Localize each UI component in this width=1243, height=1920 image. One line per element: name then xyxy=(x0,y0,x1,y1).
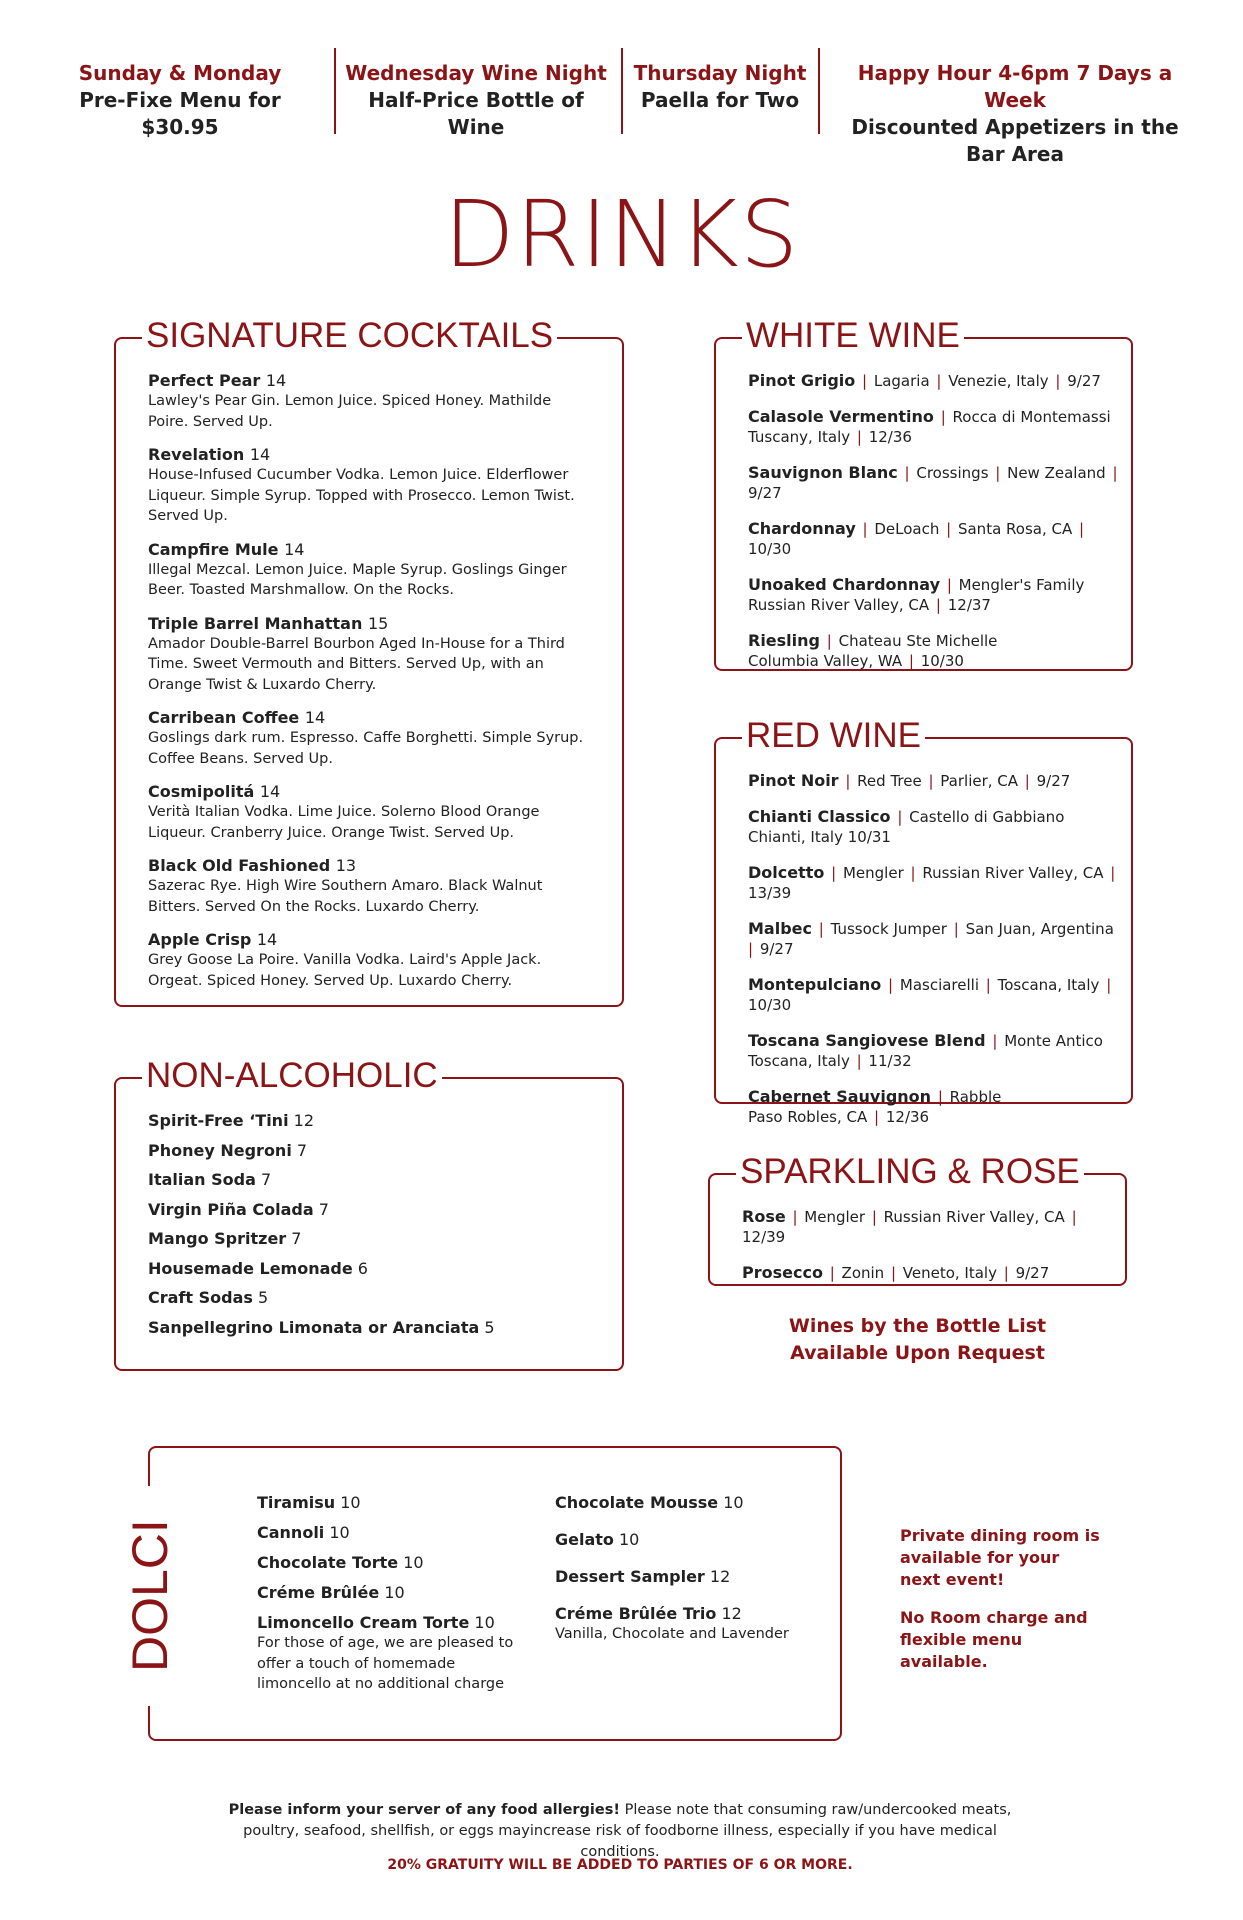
promo-subtitle: Half-Price Bottle of Wine xyxy=(368,88,584,139)
separator: | xyxy=(905,864,921,882)
promo-wednesday xyxy=(345,60,607,141)
dessert-item xyxy=(555,1530,825,1550)
wine-line xyxy=(748,807,1123,827)
separator: | xyxy=(899,464,915,482)
non-alcoholic-item xyxy=(148,1259,593,1279)
dessert-name: Cannoli xyxy=(257,1523,325,1542)
wine-detail: Toscana, Italy xyxy=(748,1052,850,1070)
wine-item xyxy=(748,463,1123,503)
dessert-item xyxy=(555,1493,825,1513)
cocktail-name-text: Triple Barrel Manhattan xyxy=(148,613,363,633)
private-dining-p1: Private dining room is available for your next event! xyxy=(900,1526,1100,1589)
promo-title: Sunday & Monday xyxy=(78,61,282,85)
cocktail-name-text: Campfire Mule xyxy=(148,539,279,559)
cocktail-description: Grey Goose La Poire. Vanilla Vodka. Laird's Apple Jack. Orgeat. Spiced Honey. Served Up. Luxardo Cherry. xyxy=(148,952,542,989)
wine-detail: Monte Antico xyxy=(1004,1032,1103,1050)
wine-line xyxy=(748,407,1123,427)
cocktail-description: Amador Double-Barrel Bourbon Aged In-House for a Third Time. Sweet Vermouth and Bitters. Served Up, with an Orange Twist & Luxardo Cherry. xyxy=(148,635,565,693)
dessert-name: Dessert Sampler xyxy=(555,1567,705,1586)
wine-detail: Veneto, Italy xyxy=(902,1264,997,1282)
drink-name: Craft Sodas xyxy=(148,1288,253,1307)
wine-line xyxy=(748,975,1123,1015)
promo-thursday xyxy=(630,60,810,114)
cocktail-name-text: Black Old Fashioned xyxy=(148,856,331,875)
wine-detail: 13/39 xyxy=(748,884,792,902)
wine-detail: Mengler's Family xyxy=(958,576,1085,594)
cocktail-name-text: Perfect Pear xyxy=(148,371,261,390)
wine-item xyxy=(748,631,1123,671)
separator: | xyxy=(948,920,964,938)
wine-detail: Mengler xyxy=(842,864,904,882)
wine-line xyxy=(748,1087,1123,1107)
cocktail-price: 14 xyxy=(284,539,305,559)
wine-detail: Rocca di Montemassi xyxy=(952,408,1111,426)
wine-detail: Masciarelli xyxy=(899,976,979,994)
section-heading: SPARKLING & ROSE xyxy=(736,1151,1084,1193)
separator: | xyxy=(933,1088,948,1106)
separator: | xyxy=(826,864,841,882)
dessert-price: 10 xyxy=(723,1493,744,1512)
wine-detail: Santa Rosa, CA xyxy=(957,520,1073,538)
cocktail-price: 13 xyxy=(335,856,357,875)
promo-title: Wednesday Wine Night xyxy=(345,61,607,85)
separator: | xyxy=(1105,864,1116,882)
wine-item xyxy=(748,371,1123,391)
wine-line xyxy=(748,575,1123,595)
cocktail-name xyxy=(148,614,593,634)
wine-detail: DeLoach xyxy=(874,520,940,538)
wine-detail: Parlier, CA xyxy=(940,772,1019,790)
wine-detail: Rabble xyxy=(949,1088,1002,1106)
wine-name: Sauvignon Blanc xyxy=(748,463,898,482)
wine-detail: Toscana, Italy xyxy=(997,976,1100,994)
wine-item xyxy=(748,407,1123,447)
drink-name: Mango Spritzer xyxy=(148,1229,287,1248)
dessert-price: 10 xyxy=(329,1523,350,1542)
red-wine-list xyxy=(748,771,1123,1143)
cocktail-name xyxy=(148,445,593,465)
non-alcoholic-item xyxy=(148,1141,593,1161)
wine-detail: 12/36 xyxy=(885,1108,930,1126)
wine-detail: Russian River Valley, CA xyxy=(922,864,1104,882)
separator: | xyxy=(814,920,829,938)
wine-detail: Zonin xyxy=(841,1264,885,1282)
separator: | xyxy=(935,408,951,426)
wine-item xyxy=(748,919,1123,959)
cocktail-description: Sazerac Rye. High Wire Southern Amaro. Black Walnut Bitters. Served On the Rocks. Luxardo Cherry. xyxy=(148,878,543,915)
separator: | xyxy=(1066,1208,1077,1226)
wine-detail: Castello di Gabbiano xyxy=(909,808,1065,826)
dessert-item xyxy=(257,1553,532,1573)
wine-item xyxy=(748,807,1123,847)
separator: | xyxy=(987,1032,1003,1050)
dessert-name: Limoncello Cream Torte xyxy=(257,1613,470,1632)
cocktail-description: Illegal Mezcal. Lemon Juice. Maple Syrup. Goslings Ginger Beer. Toasted Marshmallow. On the Rocks. xyxy=(148,561,567,598)
cocktail-price: 14 xyxy=(259,782,281,801)
non-alcoholic-item xyxy=(148,1170,593,1190)
cocktail-item xyxy=(148,614,593,696)
wine-line xyxy=(742,1207,1117,1247)
wine-name: Unoaked Chardonnay xyxy=(748,575,941,594)
wine-name: Rose xyxy=(742,1207,786,1226)
separator: | xyxy=(857,520,873,538)
wine-item xyxy=(742,1263,1117,1283)
separator: | xyxy=(787,1208,803,1226)
wine-line xyxy=(748,519,1123,559)
drink-price: 5 xyxy=(258,1288,269,1307)
cocktail-price: 14 xyxy=(256,930,278,949)
promo-divider xyxy=(818,48,820,134)
wine-line xyxy=(748,371,1123,391)
wine-line xyxy=(748,427,1123,447)
cocktail-name xyxy=(148,540,593,560)
wine-item xyxy=(748,575,1123,615)
non-alcoholic-item xyxy=(148,1288,593,1308)
promo-subtitle: Discounted Appetizers in the Bar Area xyxy=(851,115,1179,166)
dessert-item xyxy=(555,1604,825,1645)
separator: | xyxy=(824,1264,840,1282)
white-wine-list xyxy=(748,371,1123,687)
wine-detail: Russian River Valley, CA xyxy=(748,596,930,614)
dessert-price: 10 xyxy=(403,1553,424,1572)
cocktail-item xyxy=(148,708,593,769)
cocktail-price: 14 xyxy=(304,708,326,727)
dessert-price: 10 xyxy=(474,1613,495,1632)
private-dining-p2: No Room charge and flexible menu available. xyxy=(900,1608,1088,1671)
wine-name: Chianti Classico xyxy=(748,807,891,826)
wine-detail: Columbia Valley, WA xyxy=(748,652,903,670)
wine-line xyxy=(748,919,1123,959)
wine-item xyxy=(742,1207,1117,1247)
bottle-list-note xyxy=(708,1313,1127,1367)
drink-name: Spirit-Free ‘Tini xyxy=(148,1111,289,1130)
dessert-price: 10 xyxy=(384,1583,405,1602)
wine-name: Malbec xyxy=(748,919,812,938)
drink-price: 5 xyxy=(484,1317,495,1337)
wine-item xyxy=(748,1031,1123,1071)
cocktail-name-text: Cosmipolitá xyxy=(148,782,255,801)
promo-subtitle: Paella for Two xyxy=(640,88,800,112)
non-alcoholic-item xyxy=(148,1200,593,1220)
wine-detail: Paso Robles, CA xyxy=(748,1108,868,1126)
wine-name: Toscana Sangiovese Blend xyxy=(748,1031,986,1050)
wine-name: Pinot Grigio xyxy=(748,371,856,390)
non-alcoholic-item xyxy=(148,1111,593,1131)
wine-detail: 9/27 xyxy=(1015,1264,1050,1282)
drink-price: 12 xyxy=(293,1111,314,1130)
cocktail-description: House-Infused Cucumber Vodka. Lemon Juice. Elderflower Liqueur. Simple Syrup. Topped with Prosecco. Lemon Twist. Served Up. xyxy=(148,467,575,524)
separator: | xyxy=(931,372,947,390)
red-wine-section xyxy=(714,716,1133,1126)
wine-line xyxy=(748,651,1123,671)
wine-detail: Russian River Valley, CA xyxy=(883,1208,1065,1226)
separator: | xyxy=(1020,772,1035,790)
drink-name: Housemade Lemonade xyxy=(148,1258,353,1278)
wine-detail: 11/32 xyxy=(868,1052,912,1070)
separator: | xyxy=(998,1264,1014,1282)
drink-price: 7 xyxy=(296,1140,308,1160)
separator: | xyxy=(867,1208,882,1226)
dessert-name: Créme Brûlée xyxy=(257,1583,380,1602)
dessert-item xyxy=(257,1613,532,1695)
signature-cocktails-section xyxy=(114,316,624,1007)
cocktail-name-text: Revelation xyxy=(148,445,245,464)
cocktail-item xyxy=(148,930,593,991)
separator: | xyxy=(869,1108,884,1126)
sparkling-rose-section xyxy=(708,1152,1127,1286)
wine-item xyxy=(748,519,1123,559)
dessert-price: 12 xyxy=(721,1604,742,1623)
wine-name: Cabernet Sauvignon xyxy=(748,1087,932,1106)
dolci-column-2 xyxy=(555,1493,825,1662)
dolci-section xyxy=(122,1446,842,1741)
sparkling-list xyxy=(742,1207,1117,1299)
wine-detail: 9/27 xyxy=(748,484,782,502)
separator: | xyxy=(886,1264,901,1282)
promo-divider xyxy=(621,48,623,134)
separator: | xyxy=(990,464,1006,482)
separator: | xyxy=(892,808,908,826)
separator: | xyxy=(904,652,919,670)
non-alcoholic-item xyxy=(148,1229,593,1249)
cocktail-item xyxy=(148,445,593,527)
wine-name: Dolcetto xyxy=(748,863,825,882)
allergy-notice xyxy=(220,1800,1020,1863)
cocktail-item xyxy=(148,856,593,917)
wine-name: Riesling xyxy=(748,631,820,650)
dessert-description: For those of age, we are pleased to offer a touch of homemade limoncello at no additional charge xyxy=(257,1635,514,1692)
cocktail-name-text: Carribean Coffee xyxy=(148,708,300,727)
dessert-name: Tiramisu xyxy=(257,1493,336,1512)
dessert-name: Chocolate Torte xyxy=(257,1553,399,1572)
separator: | xyxy=(931,596,946,614)
wine-detail: 12/36 xyxy=(868,428,912,446)
wine-detail: San Juan, Argentina xyxy=(965,920,1114,938)
wine-detail: Tussock Jumper xyxy=(830,920,947,938)
section-heading: SIGNATURE COCKTAILS xyxy=(142,315,557,357)
separator: | xyxy=(1101,976,1112,994)
allergy-text: Please note that consuming raw/undercooked meats, poultry, seafood, shellfish, or eggs mayincrease risk of foodborne illness, especially if you have medical conditions. xyxy=(243,1802,1012,1860)
wine-item xyxy=(748,771,1123,791)
non-alcoholic-list xyxy=(148,1111,593,1347)
separator: | xyxy=(941,520,956,538)
promo-subtitle: Pre-Fixe Menu for $30.95 xyxy=(79,88,281,139)
cocktail-name-text: Apple Crisp xyxy=(148,930,252,949)
separator: | xyxy=(840,772,856,790)
wine-detail: Chianti, Italy 10/31 xyxy=(748,828,891,846)
wine-detail: 9/27 xyxy=(1036,772,1071,790)
promo-happy-hour xyxy=(830,60,1200,168)
wine-detail: Crossings xyxy=(916,464,989,482)
separator: | xyxy=(851,1052,867,1070)
wine-name: Chardonnay xyxy=(748,519,856,538)
allergy-bold: Please inform your server of any food allergies! xyxy=(228,1802,620,1818)
cocktail-item xyxy=(148,782,593,843)
drink-name: Italian Soda xyxy=(148,1170,256,1189)
separator: | xyxy=(981,976,996,994)
non-alcoholic-section xyxy=(114,1056,624,1371)
cocktail-price: 14 xyxy=(249,445,271,464)
wine-name: Pinot Noir xyxy=(748,771,839,790)
drink-price: 7 xyxy=(318,1199,329,1219)
bottle-list-line1: Wines by the Bottle List xyxy=(788,1315,1047,1337)
wine-item xyxy=(748,975,1123,1015)
wine-line xyxy=(748,1107,1123,1127)
dessert-item xyxy=(555,1567,825,1587)
dessert-name: Chocolate Mousse xyxy=(555,1493,719,1512)
separator: | xyxy=(1074,520,1085,538)
drink-price: 7 xyxy=(291,1229,302,1248)
separator: | xyxy=(883,976,898,994)
drink-price: 6 xyxy=(357,1258,368,1278)
dessert-item xyxy=(257,1523,532,1543)
gratuity-notice: 20% GRATUITY WILL BE ADDED TO PARTIES OF 6 OR MORE. xyxy=(387,1857,853,1873)
separator: | xyxy=(822,632,837,650)
separator: | xyxy=(857,372,872,390)
separator: | xyxy=(748,940,758,958)
wine-line xyxy=(748,827,1123,847)
dessert-description: Vanilla, Chocolate and Lavender xyxy=(555,1626,789,1642)
bottle-list-line2: Available Upon Request xyxy=(790,1342,1045,1364)
separator: | xyxy=(1107,464,1118,482)
drink-name: Sanpellegrino Limonata or Aranciata xyxy=(148,1317,480,1337)
wine-detail: Lagaria xyxy=(873,372,930,390)
wine-detail: 9/27 xyxy=(759,940,794,958)
dessert-name: Créme Brûlée Trio xyxy=(555,1604,717,1623)
section-heading: WHITE WINE xyxy=(742,315,964,357)
cocktail-name xyxy=(148,930,593,950)
wine-detail: New Zealand xyxy=(1007,464,1106,482)
drink-name: Virgin Piña Colada xyxy=(148,1199,314,1219)
cocktail-list xyxy=(148,371,593,1004)
cocktail-description: Goslings dark rum. Espresso. Caffe Borghetti. Simple Syrup. Coffee Beans. Served Up. xyxy=(148,730,584,767)
wine-line xyxy=(748,1051,1123,1071)
wine-detail: 12/37 xyxy=(947,596,991,614)
cocktail-item xyxy=(148,371,593,432)
dolci-column-1 xyxy=(257,1493,532,1705)
separator: | xyxy=(923,772,939,790)
dessert-price: 12 xyxy=(709,1567,731,1586)
white-wine-section xyxy=(714,316,1133,671)
wine-detail: Red Tree xyxy=(857,772,922,790)
wine-detail: 10/30 xyxy=(920,652,964,670)
drink-name: Phoney Negroni xyxy=(148,1140,292,1160)
dessert-price: 10 xyxy=(619,1530,640,1549)
separator: | xyxy=(852,428,867,446)
promo-title: Happy Hour 4-6pm 7 Days a Week xyxy=(857,61,1173,112)
wine-detail: 10/30 xyxy=(748,996,792,1014)
dessert-price: 10 xyxy=(340,1493,361,1512)
dessert-name: Gelato xyxy=(555,1530,614,1549)
non-alcoholic-item xyxy=(148,1318,593,1338)
wine-detail: 12/39 xyxy=(742,1228,786,1246)
cocktail-item xyxy=(148,540,593,601)
dessert-item xyxy=(257,1583,532,1603)
wine-line xyxy=(748,771,1123,791)
cocktail-price: 15 xyxy=(367,613,389,633)
wine-line xyxy=(748,631,1123,651)
private-dining-note xyxy=(900,1525,1100,1673)
wine-detail: 10/30 xyxy=(748,540,792,558)
wine-item xyxy=(748,1087,1123,1127)
page-title: DRINKS xyxy=(443,181,800,288)
promo-title: Thursday Night xyxy=(633,61,807,85)
cocktail-price: 14 xyxy=(265,371,287,390)
cocktail-name xyxy=(148,782,593,802)
wine-name: Calasole Vermentino xyxy=(748,407,934,426)
wine-name: Prosecco xyxy=(742,1263,823,1282)
dolci-heading: DOLCI xyxy=(110,1486,190,1706)
cocktail-name xyxy=(148,708,593,728)
wine-detail: Venezie, Italy xyxy=(948,372,1049,390)
section-heading: RED WINE xyxy=(742,715,925,757)
separator: | xyxy=(1050,372,1066,390)
wine-detail: Chateau Ste Michelle xyxy=(838,632,998,650)
cocktail-description: Verità Italian Vodka. Lime Juice. Solerno Blood Orange Liqueur. Cranberry Juice. Orange Twist. Served Up. xyxy=(148,804,540,841)
section-heading: NON-ALCOHOLIC xyxy=(142,1055,442,1097)
cocktail-description: Lawley's Pear Gin. Lemon Juice. Spiced Honey. Mathilde Poire. Served Up. xyxy=(148,393,552,430)
cocktail-name xyxy=(148,371,593,391)
wine-detail: Tuscany, Italy xyxy=(748,428,851,446)
wine-detail: 9/27 xyxy=(1067,372,1101,390)
wine-name: Montepulciano xyxy=(748,975,882,994)
wine-line xyxy=(742,1263,1117,1283)
cocktail-name xyxy=(148,856,593,876)
dessert-item xyxy=(257,1493,532,1513)
wine-item xyxy=(748,863,1123,903)
promo-sunday-monday xyxy=(40,60,320,141)
wine-line xyxy=(748,1031,1123,1051)
separator: | xyxy=(942,576,957,594)
promo-divider xyxy=(334,48,336,134)
wine-line xyxy=(748,595,1123,615)
drink-price: 7 xyxy=(260,1170,272,1189)
wine-detail: Mengler xyxy=(804,1208,866,1226)
wine-line xyxy=(748,863,1123,903)
wine-line xyxy=(748,463,1123,503)
